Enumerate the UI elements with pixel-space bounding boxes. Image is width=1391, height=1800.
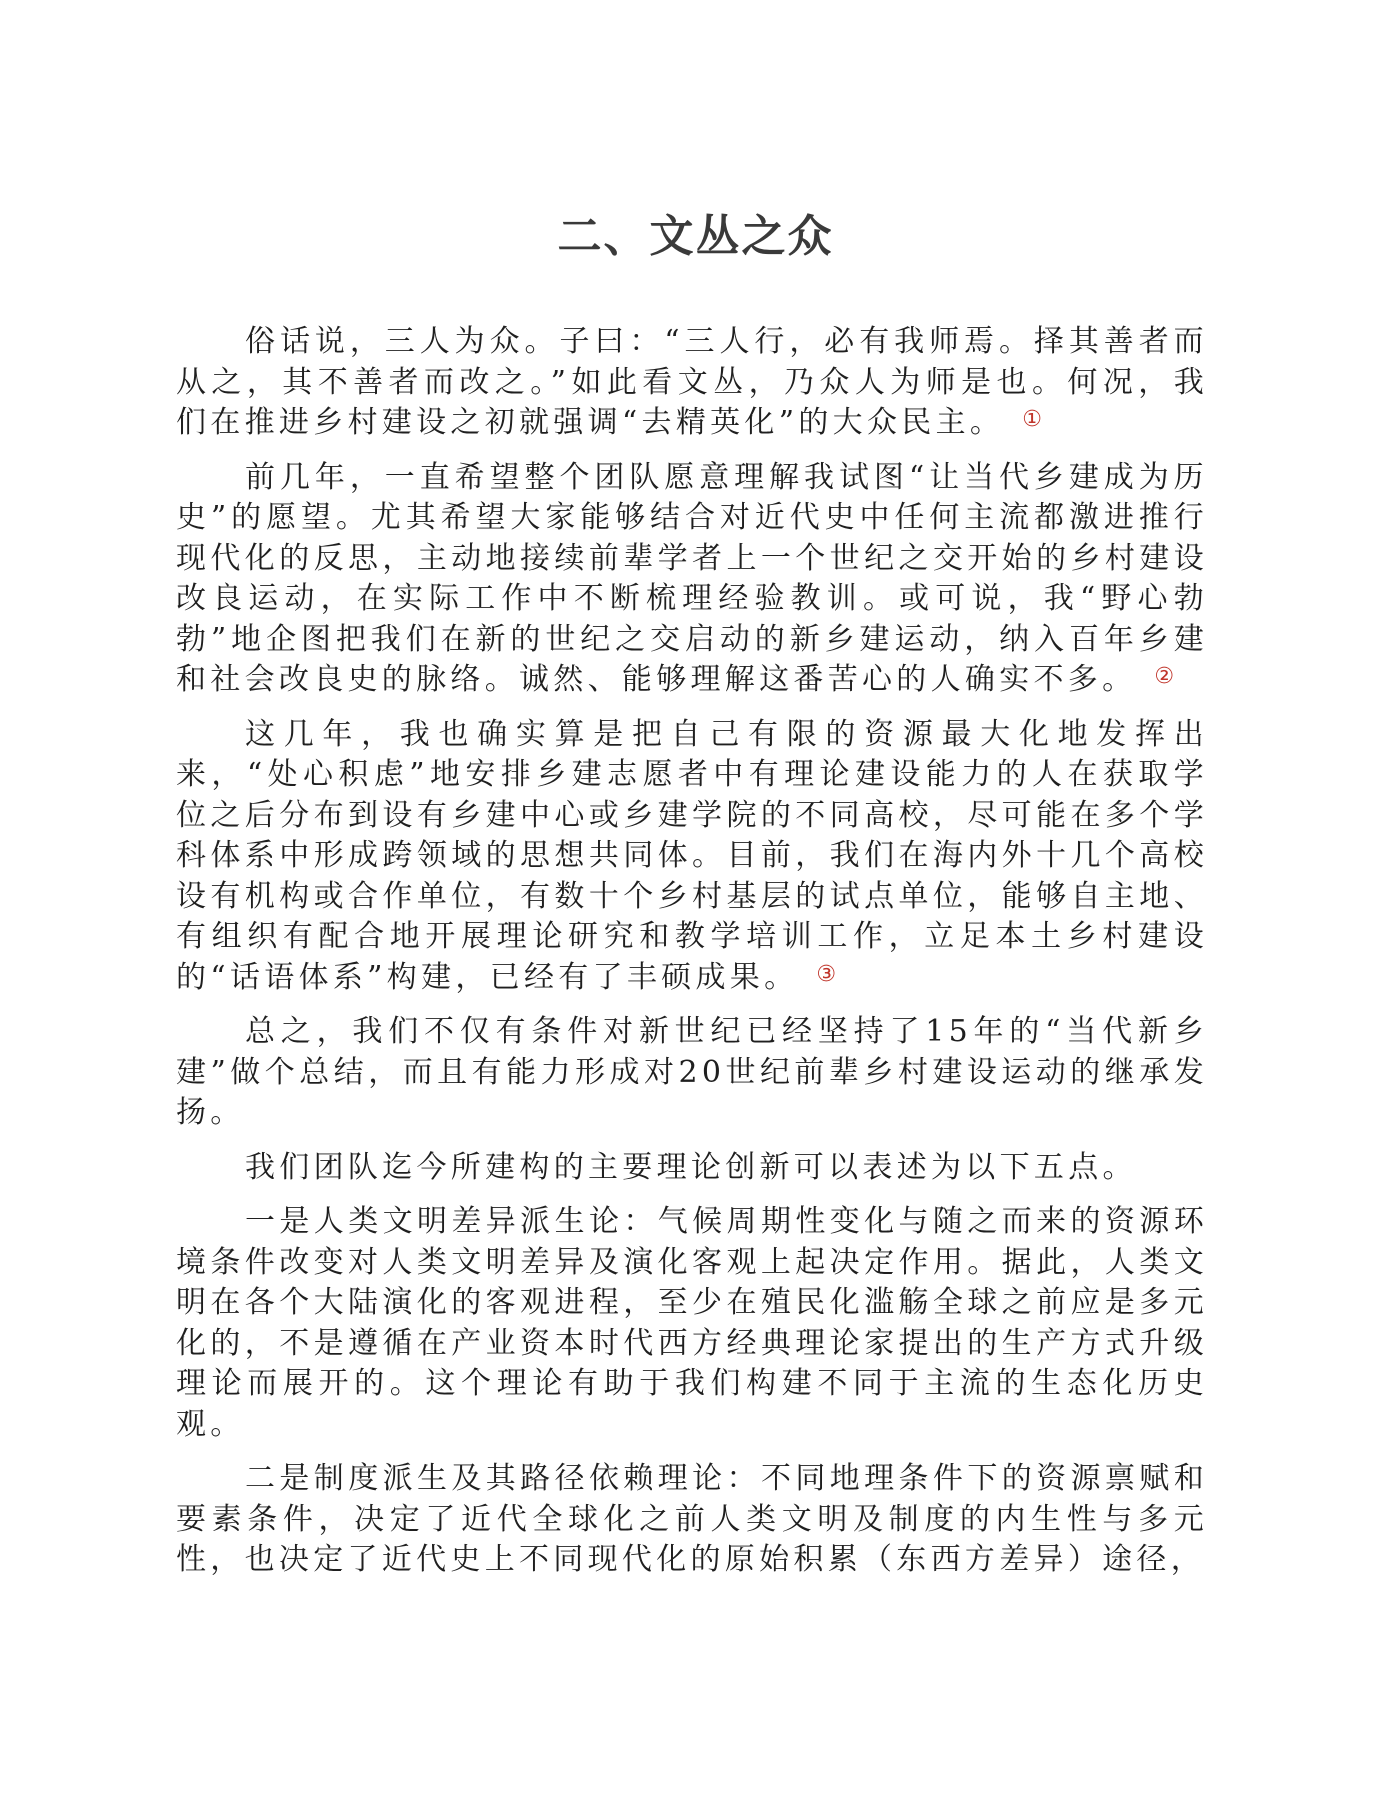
paragraph-text: 二是制度派生及其路径依赖理论：不同地理条件下的资源禀赋和要素条件，决定了近代全球化之前人类文明及制度的内生性与多元性，也决定了近代史上不同现代化的原始积累（东西方差异）途径， — [176, 1461, 1208, 1577]
paragraph-6 — [176, 1202, 1208, 1445]
footnote-marker-1[interactable]: ① — [1022, 407, 1042, 432]
paragraph-5 — [176, 1148, 1208, 1189]
paragraph-text: 这几年，我也确实算是把自己有限的资源最大化地发挥出来，“处心积虑”地安排乡建志愿者中有理论建设能力的人在获取学位之后分布到设有乡建中心或乡建学院的不同高校，尽可能在多个学科体系中形成跨领域的思想共同体。目前，我们在海内外十几个高校设有机构或合作单位，有数十个乡村基层的试点单位，能够自主地、有组织有配合地开展理论研究和教学培训工作，立足本土乡村建设的“话语体系”构建，已经有了丰硕成果。 — [176, 716, 1208, 995]
body-text — [176, 322, 1208, 1595]
paragraph-2 — [176, 458, 1208, 701]
paragraph-text: 俗话说，三人为众。子曰：“三人行，必有我师焉。择其善者而从之，其不善者而改之。”如此看文丛，乃众人为师是也。何况，我们在推进乡村建设之初就强调“去精英化”的大众民主。 — [176, 324, 1208, 440]
paragraph-text: 我们团队迄今所建构的主要理论创新可以表述为以下五点。 — [245, 1149, 1137, 1185]
paragraph-7 — [176, 1459, 1208, 1581]
paragraph-text: 一是人类文明差异派生论：气候周期性变化与随之而来的资源环境条件改变对人类文明差异及演化客观上起决定作用。据此，人类文明在各个大陆演化的客观进程，至少在殖民化滥觞全球之前应是多元化的，不是遵循在产业资本时代西方经典理论家提出的生产方式升级理论而展开的。这个理论有助于我们构建不同于主流的生态化历史观。 — [176, 1204, 1208, 1442]
paragraph-text: 前几年，一直希望整个团队愿意理解我试图“让当代乡建成为历史”的愿望。尤其希望大家能够结合对近代史中任何主流都激进推行现代化的反思，主动地接续前辈学者上一个世纪之交开始的乡村建设改良运动，在实际工作中不断梳理经验教训。或可说，我“野心勃勃”地企图把我们在新的世纪之交启动的新乡建运动，纳入百年乡建和社会改良史的脉络。诚然、能够理解这番苦心的人确实不多。 — [176, 459, 1208, 697]
footnote-marker-2[interactable]: ② — [1154, 664, 1175, 689]
footnote-marker-3[interactable]: ③ — [816, 961, 837, 987]
paragraph-text: 总之，我们不仅有条件对新世纪已经坚持了15年的“当代新乡建”做个总结，而且有能力形成对20世纪前辈乡村建设运动的继承发扬。 — [176, 1014, 1208, 1130]
paragraph-4 — [176, 1012, 1208, 1134]
section-title: 二、文丛之众 — [557, 211, 834, 262]
paragraph-1 — [176, 322, 1208, 444]
paragraph-3 — [176, 715, 1208, 999]
